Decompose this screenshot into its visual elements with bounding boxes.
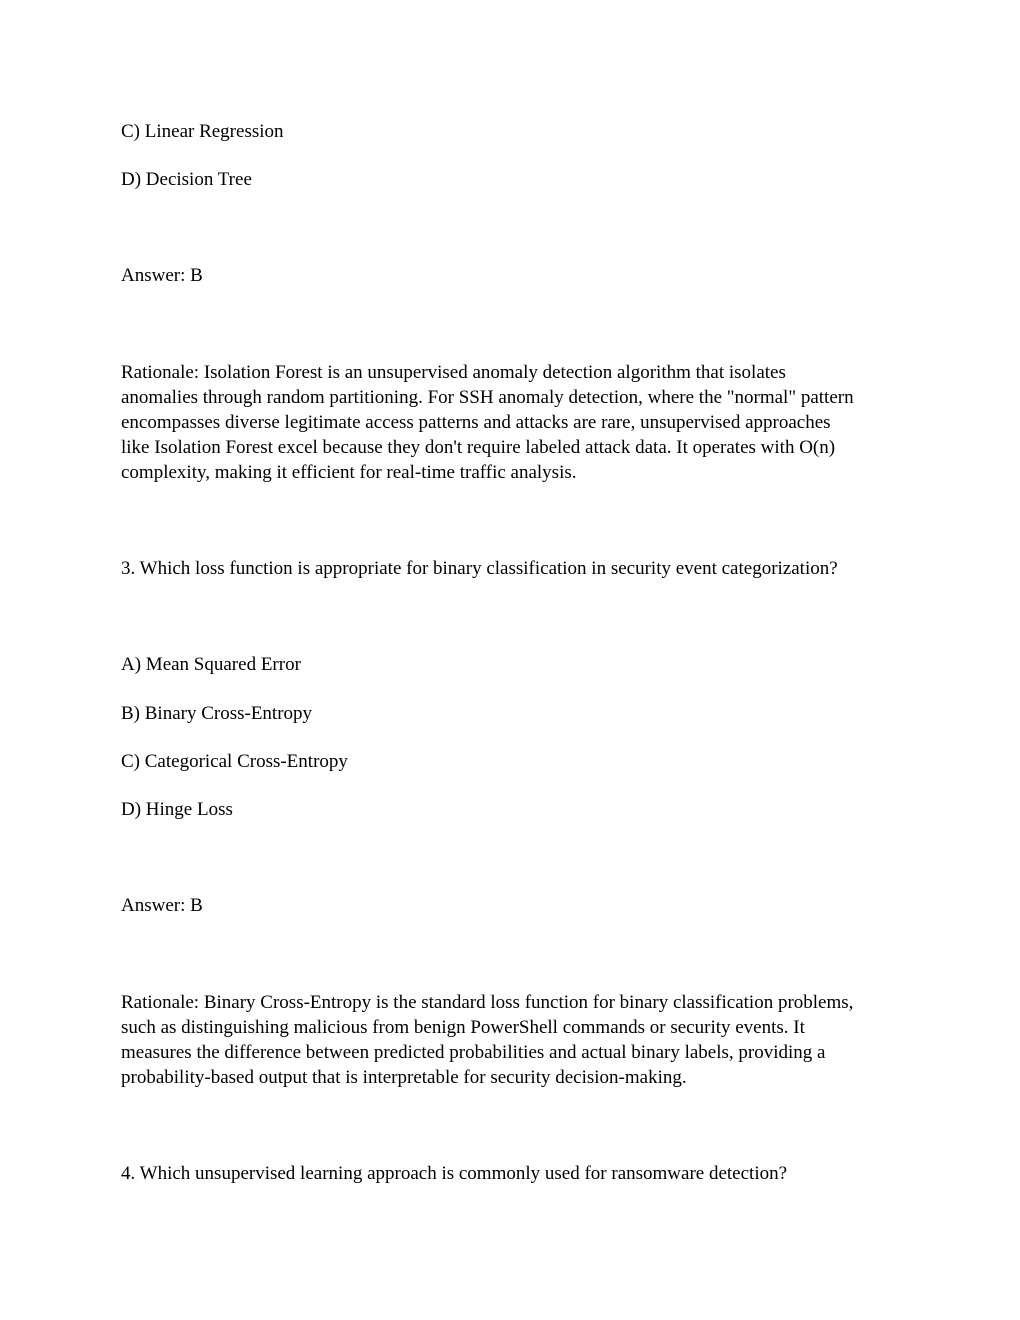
q3-rationale-line: measures the difference between predicted probabilities and actual binary labels, providing a [121,1042,826,1063]
q4-question: 4. Which unsupervised learning approach is commonly used for ransomware detection? [121,1163,788,1184]
q3-question: 3. Which loss function is appropriate for binary classification in security event categorization? [121,558,838,579]
q2-option-d: D) Decision Tree [121,169,252,190]
q3-answer: Answer: B [121,895,203,916]
q2-answer: Answer: B [121,265,203,286]
q2-option-c: C) Linear Regression [121,121,284,142]
q3-option-d: D) Hinge Loss [121,799,233,820]
q2-rationale-line: Rationale: Isolation Forest is an unsupervised anomaly detection algorithm that isolates [121,362,786,383]
q3-option-a: A) Mean Squared Error [121,654,301,675]
q2-rationale-line: complexity, making it efficient for real-time traffic analysis. [121,462,577,483]
q3-option-b: B) Binary Cross-Entropy [121,703,313,724]
q2-rationale-line: like Isolation Forest excel because they don't require labeled attack data. It operates with O(n) [121,437,836,458]
q2-rationale-line: anomalies through random partitioning. For SSH anomaly detection, where the "normal" pattern [121,387,854,408]
q2-rationale [121,360,896,485]
q3-rationale-line: such as distinguishing malicious from benign PowerShell commands or security events. It [121,1017,805,1038]
q3-option-c: C) Categorical Cross-Entropy [121,751,348,772]
q2-rationale-line: encompasses diverse legitimate access patterns and attacks are rare, unsupervised approaches [121,412,831,433]
q3-rationale-line: Rationale: Binary Cross-Entropy is the standard loss function for binary classification problems, [121,992,854,1013]
q3-rationale-line: probability-based output that is interpretable for security decision-making. [121,1067,687,1088]
q3-rationale [121,990,896,1090]
